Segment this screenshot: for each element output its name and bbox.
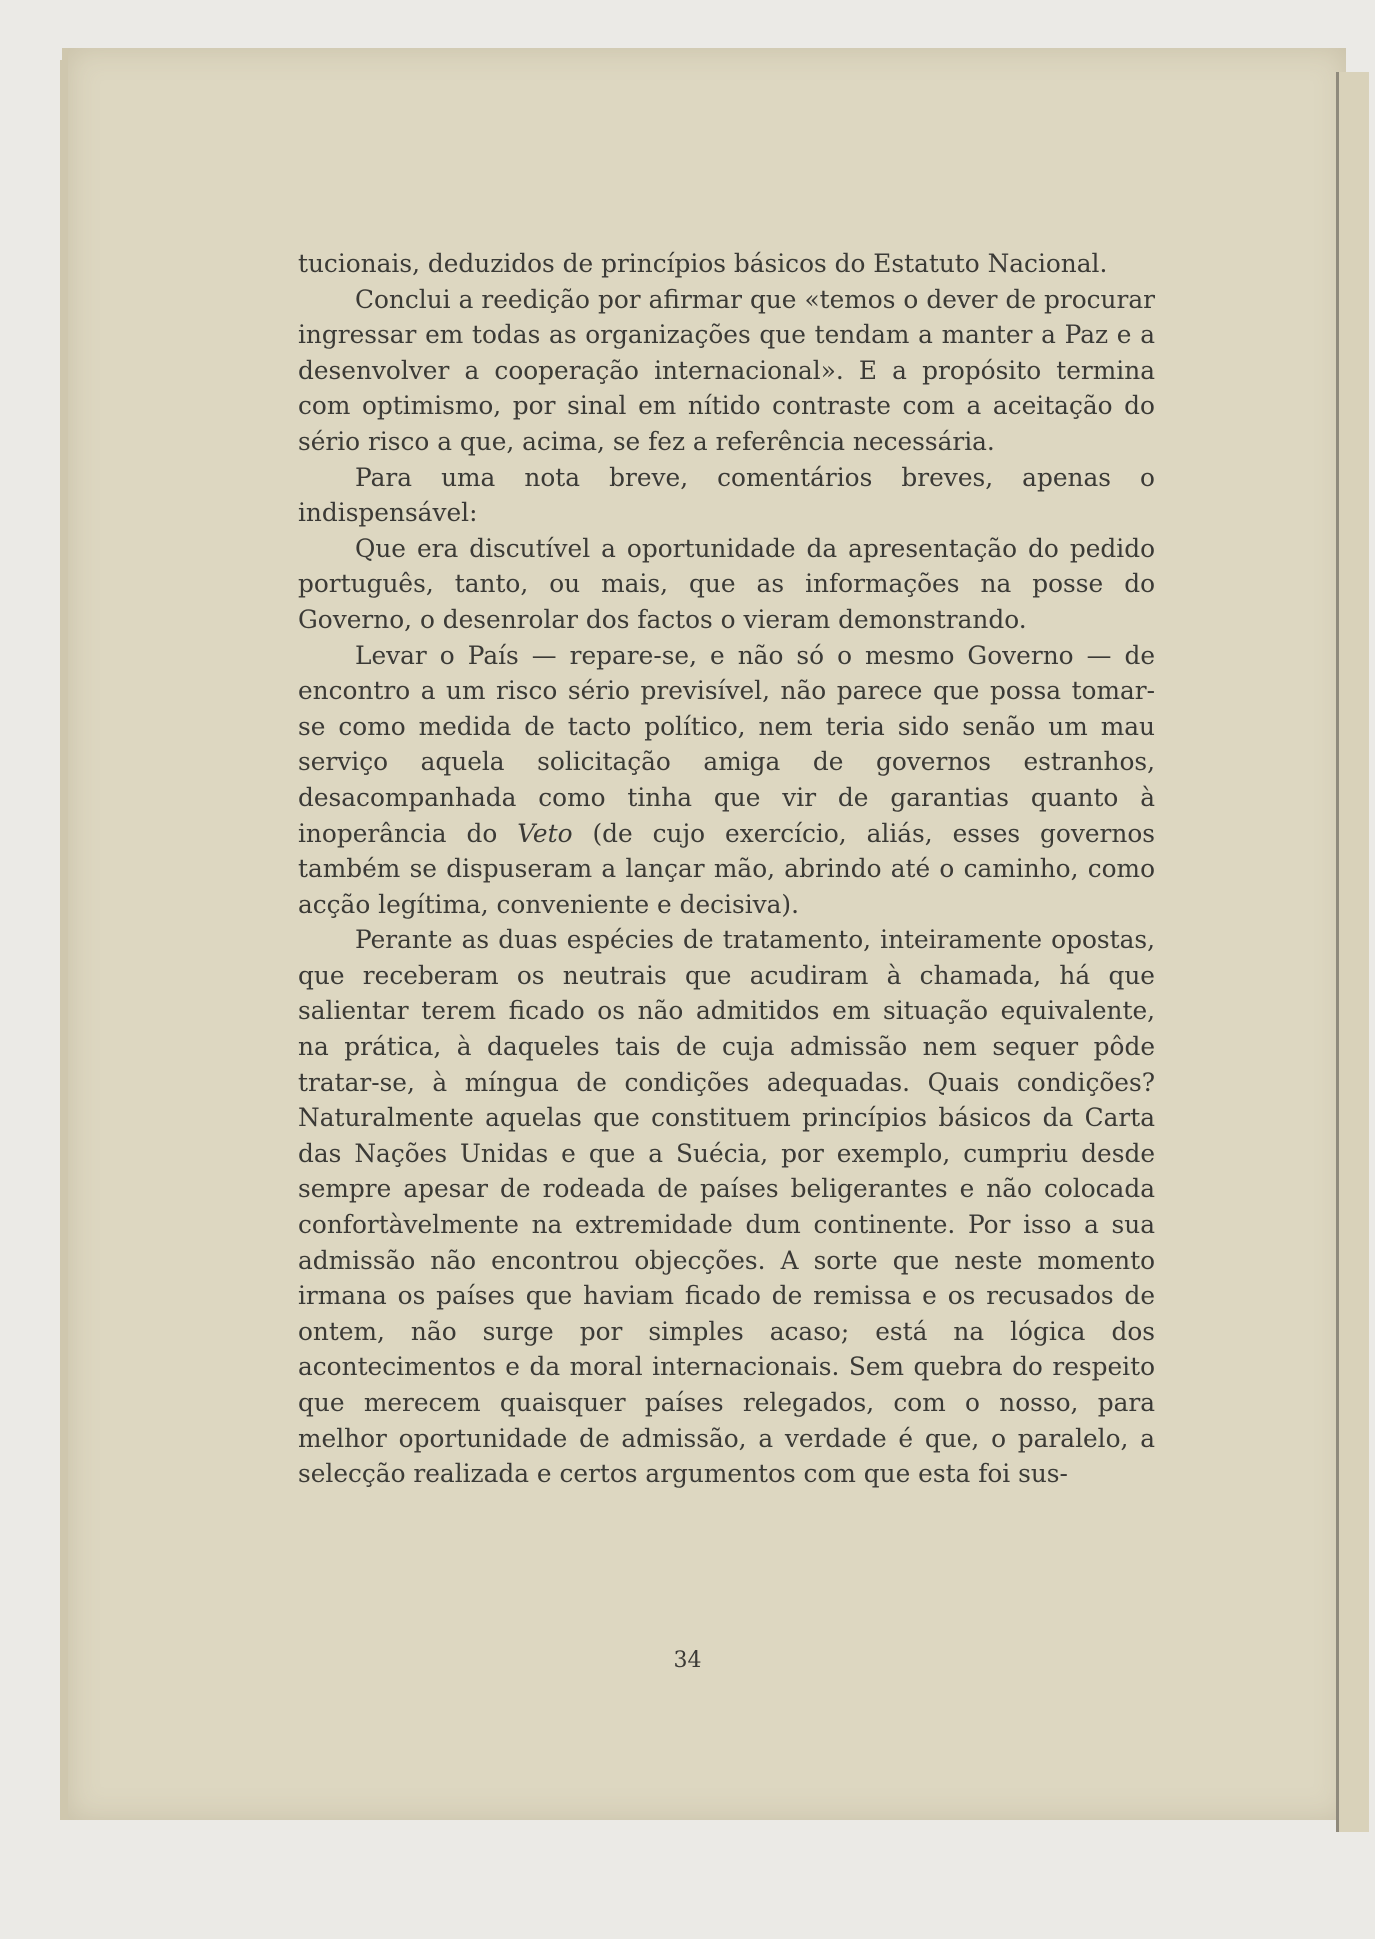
paragraph-2: Conclui a reedição por afirmar que «temos o dever de procurar ingressar em todas as organizações que tendam a manter a Paz e a desenvolver a cooperação internacional». E a propósito termina com optimismo, por sinal em nítido contraste com a aceitação do sério risco a que, acima, se fez a referência necessária. bbox=[298, 284, 1155, 456]
paragraph-5-text-a: Levar o País — repare-se, e não só o mesmo Governo — de encontro a um risco sério previsível, não parece que possa tomar-se como medida de tacto político, nem teria sido senão um mau serviço aquela solicitação amiga de governos estranhos, desacompanhada como tinha que vir de garantias quanto à inoperância do bbox=[298, 640, 1155, 848]
paragraph-1: tucionais, deduzidos de princípios básicos do Estatuto Nacional. bbox=[298, 249, 1108, 278]
page-number: 34 bbox=[673, 1648, 702, 1673]
body-text bbox=[298, 246, 1155, 1492]
page-edge-right bbox=[1336, 72, 1369, 1832]
paragraph-6: Perante as duas espécies de tratamento, inteiramente opostas, que receberam os neutrais que acudiram à chamada, há que salientar terem ficado os não admitidos em situação equivalente, na prática, à daqueles tais de cuja admissão nem sequer pôde tratar-se, à míngua de condições adequadas. Quais condições? Naturalmente aquelas que constituem princípios básicos da Carta das Nações Unidas e que a Suécia, por exemplo, cumpriu desde sempre apesar de rodeada de países beligerantes e não colocada confortàvelmente na extremidade dum continente. Por isso a sua admissão não encontrou objecções. A sorte que neste momento irmana os países que haviam ficado de remissa e os recusados de ontem, não surge por simples acaso; está na lógica dos acontecimentos e da moral internacionais. Sem quebra do respeito que merecem quaisquer países relegados, com o nosso, para melhor oportunidade de admissão, a verdade é que, o paralelo, a selecção realizada e certos argumentos com que esta foi sus- bbox=[298, 925, 1155, 1489]
paragraph-3: Para uma nota breve, comentários breves, apenas o indispensável: bbox=[298, 462, 1155, 528]
paragraph-5-text-b: (de cujo exercício, aliás, esses governos também se dispuseram a lançar mão, abrindo até o caminho, como acção legítima, conveniente e decisiva). bbox=[298, 818, 1156, 919]
paragraph-5 bbox=[298, 638, 1155, 923]
veto-italic: Veto bbox=[517, 818, 573, 848]
paragraph-4: Que era discutível a oportunidade da apresentação do pedido português, tanto, ou mais, que as informações na posse do Governo, o desenrolar dos factos o vieram demonstrando. bbox=[298, 533, 1155, 634]
